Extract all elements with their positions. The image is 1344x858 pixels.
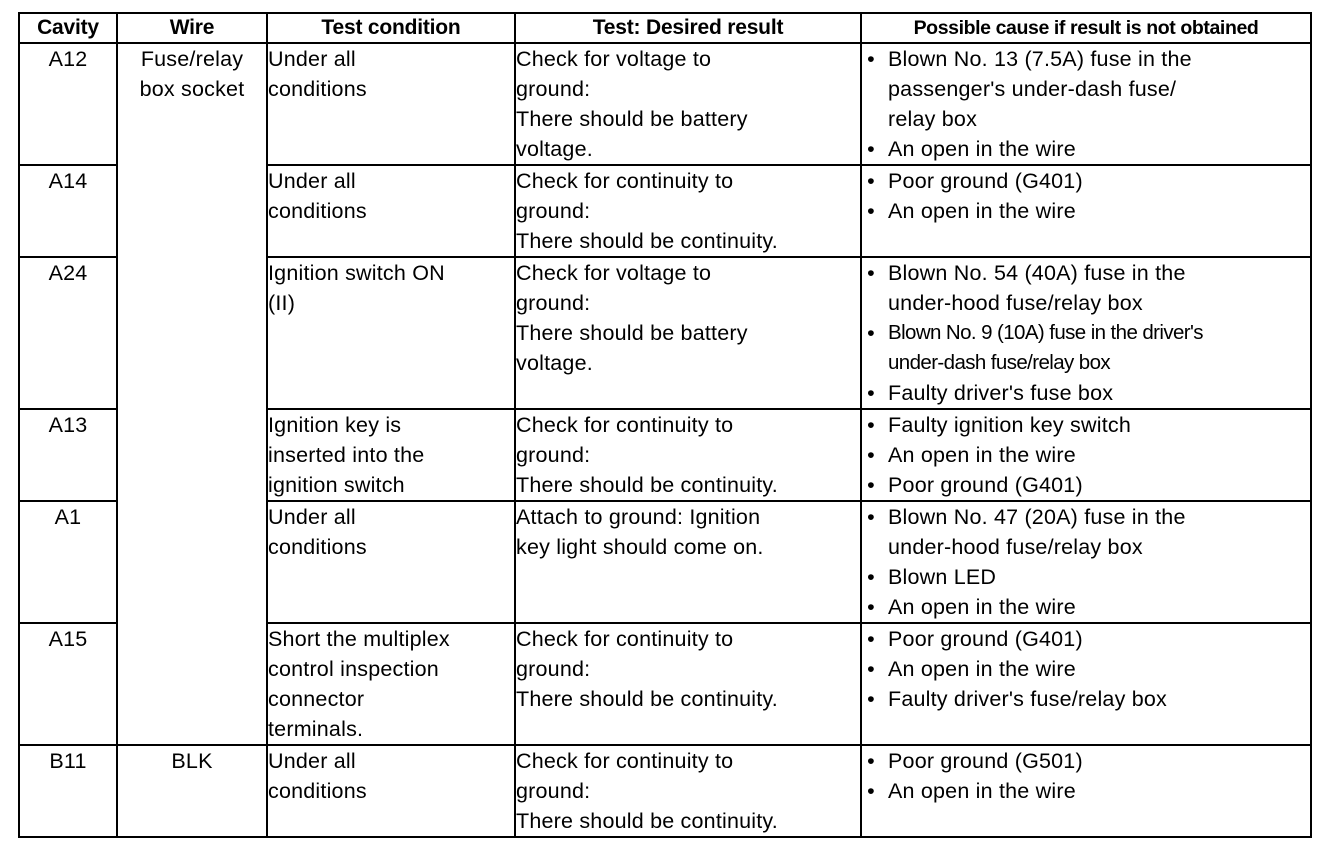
cause-item [862,684,1310,714]
result-line: There should be continuity. [516,809,778,833]
bullet-icon: • [867,381,875,405]
cause-item [862,44,1310,134]
result-cell [515,745,861,837]
cause-line: Blown No. 9 (10A) fuse in the driver's [888,321,1203,344]
wire-cell [117,745,267,837]
cause-line: Blown No. 13 (7.5A) fuse in the [888,47,1192,71]
bullet-icon: • [867,627,875,651]
cause-list [862,166,1310,226]
result-line: Check for voltage to [516,261,712,285]
cause-cell [861,165,1311,257]
cause-list [862,624,1310,714]
cause-line: passenger's under-dash fuse/ [888,77,1177,101]
result-cell [515,165,861,257]
condition-line: Under all [268,169,356,193]
cause-line: Faulty driver's fuse/relay box [888,687,1167,711]
condition-cell [267,501,515,623]
result-line: ground: [516,443,591,467]
cause-line: Poor ground (G401) [888,169,1083,193]
bullet-icon: • [867,595,875,619]
result-line: Attach to ground: Ignition [516,505,761,529]
condition-line: ignition switch [268,473,405,497]
cavity-cell: A1 [19,501,117,623]
cause-item [862,746,1310,776]
cause-line: Poor ground (G401) [888,473,1083,497]
bullet-icon: • [867,749,875,773]
condition-cell [267,165,515,257]
condition-line: conditions [268,77,367,101]
result-line: key light should come on. [516,535,764,559]
cause-list [862,410,1310,500]
condition-line: Under all [268,47,356,71]
result-line: There should be battery [516,321,748,345]
cavity-cell: A14 [19,165,117,257]
cavity-cell: A12 [19,43,117,165]
cavity-cell: A24 [19,257,117,409]
condition-line: conditions [268,779,367,803]
cause-cell [861,745,1311,837]
cause-line: Blown LED [888,565,997,589]
table-row [19,43,1311,165]
wire-line: box socket [139,77,245,101]
cause-item [862,776,1310,806]
result-line: Check for continuity to [516,413,734,437]
result-cell [515,257,861,409]
cause-line: An open in the wire [888,199,1076,223]
table-row [19,745,1311,837]
cause-item [862,624,1310,654]
result-cell [515,409,861,501]
result-line: There should be battery [516,107,748,131]
cause-item [862,592,1310,622]
result-line: There should be continuity. [516,687,778,711]
cause-item [862,502,1310,562]
result-line: ground: [516,657,591,681]
cause-line: Blown No. 54 (40A) fuse in the [888,261,1186,285]
cause-line: Poor ground (G401) [888,627,1083,651]
condition-cell [267,257,515,409]
bullet-icon: • [867,473,875,497]
result-cell [515,43,861,165]
condition-line: Under all [268,505,356,529]
cause-item [862,318,1310,378]
condition-line: Short the multiplex [268,627,450,651]
cause-line: Faulty ignition key switch [888,413,1131,437]
cause-line: under-hood fuse/relay box [888,291,1143,315]
cause-cell [861,623,1311,745]
header-test-condition: Test condition [267,13,515,43]
cause-item [862,410,1310,440]
bullet-icon: • [867,687,875,711]
cause-cell [861,409,1311,501]
cause-line: Faulty driver's fuse box [888,381,1114,405]
cause-line: relay box [888,107,978,131]
condition-line: Ignition switch ON [268,261,445,285]
bullet-icon: • [867,657,875,681]
result-line: voltage. [516,351,593,375]
result-line: ground: [516,291,591,315]
result-cell [515,501,861,623]
result-line: Check for continuity to [516,627,734,651]
header-cavity: Cavity [19,13,117,43]
condition-cell [267,745,515,837]
cause-list [862,258,1310,408]
condition-line: Under all [268,749,356,773]
result-line: ground: [516,779,591,803]
bullet-icon: • [867,199,875,223]
bullet-icon: • [867,565,875,589]
wire-cell [117,43,267,745]
bullet-icon: • [867,169,875,193]
cause-cell [861,43,1311,165]
condition-line: (II) [268,291,296,315]
cause-list [862,746,1310,806]
header-desired-result: Test: Desired result [515,13,861,43]
bullet-icon: • [867,261,875,285]
condition-cell [267,623,515,745]
cause-item [862,440,1310,470]
cause-line: under-dash fuse/relay box [888,351,1111,374]
condition-line: terminals. [268,717,364,741]
header-wire: Wire [117,13,267,43]
condition-line: conditions [268,535,367,559]
bullet-icon: • [867,321,875,345]
cause-item [862,196,1310,226]
result-cell [515,623,861,745]
bullet-icon: • [867,779,875,803]
cavity-cell: B11 [19,745,117,837]
cause-item [862,654,1310,684]
cavity-cell: A13 [19,409,117,501]
result-line: Check for voltage to [516,47,712,71]
cause-item [862,166,1310,196]
cause-list [862,44,1310,164]
cause-line: under-hood fuse/relay box [888,535,1143,559]
result-line: voltage. [516,137,593,161]
condition-cell [267,43,515,165]
condition-line: connector [268,687,365,711]
bullet-icon: • [867,137,875,161]
result-line: Check for continuity to [516,749,734,773]
condition-cell [267,409,515,501]
header-possible-cause: Possible cause if result is not obtained [861,13,1311,43]
bullet-icon: • [867,443,875,467]
test-table [18,12,1312,838]
condition-line: inserted into the [268,443,425,467]
condition-line: conditions [268,199,367,223]
cause-line: An open in the wire [888,657,1076,681]
condition-line: Ignition key is [268,413,402,437]
cause-line: An open in the wire [888,443,1076,467]
cause-item [862,258,1310,318]
result-line: ground: [516,199,591,223]
result-line: Check for continuity to [516,169,734,193]
cause-item [862,562,1310,592]
cause-line: An open in the wire [888,779,1076,803]
bullet-icon: • [867,505,875,529]
cause-line: An open in the wire [888,595,1076,619]
cause-line: Poor ground (G501) [888,749,1083,773]
cause-list [862,502,1310,622]
header-row [19,13,1311,43]
cause-item [862,470,1310,500]
cause-item [862,378,1310,408]
cavity-cell: A15 [19,623,117,745]
result-line: ground: [516,77,591,101]
cause-line: Blown No. 47 (20A) fuse in the [888,505,1186,529]
wire-line: Fuse/relay [140,47,244,71]
cause-item [862,134,1310,164]
result-line: There should be continuity. [516,473,778,497]
cause-cell [861,257,1311,409]
result-line: There should be continuity. [516,229,778,253]
bullet-icon: • [867,413,875,437]
cause-cell [861,501,1311,623]
cause-line: An open in the wire [888,137,1076,161]
bullet-icon: • [867,47,875,71]
condition-line: control inspection [268,657,439,681]
wire-line: BLK [171,749,213,773]
